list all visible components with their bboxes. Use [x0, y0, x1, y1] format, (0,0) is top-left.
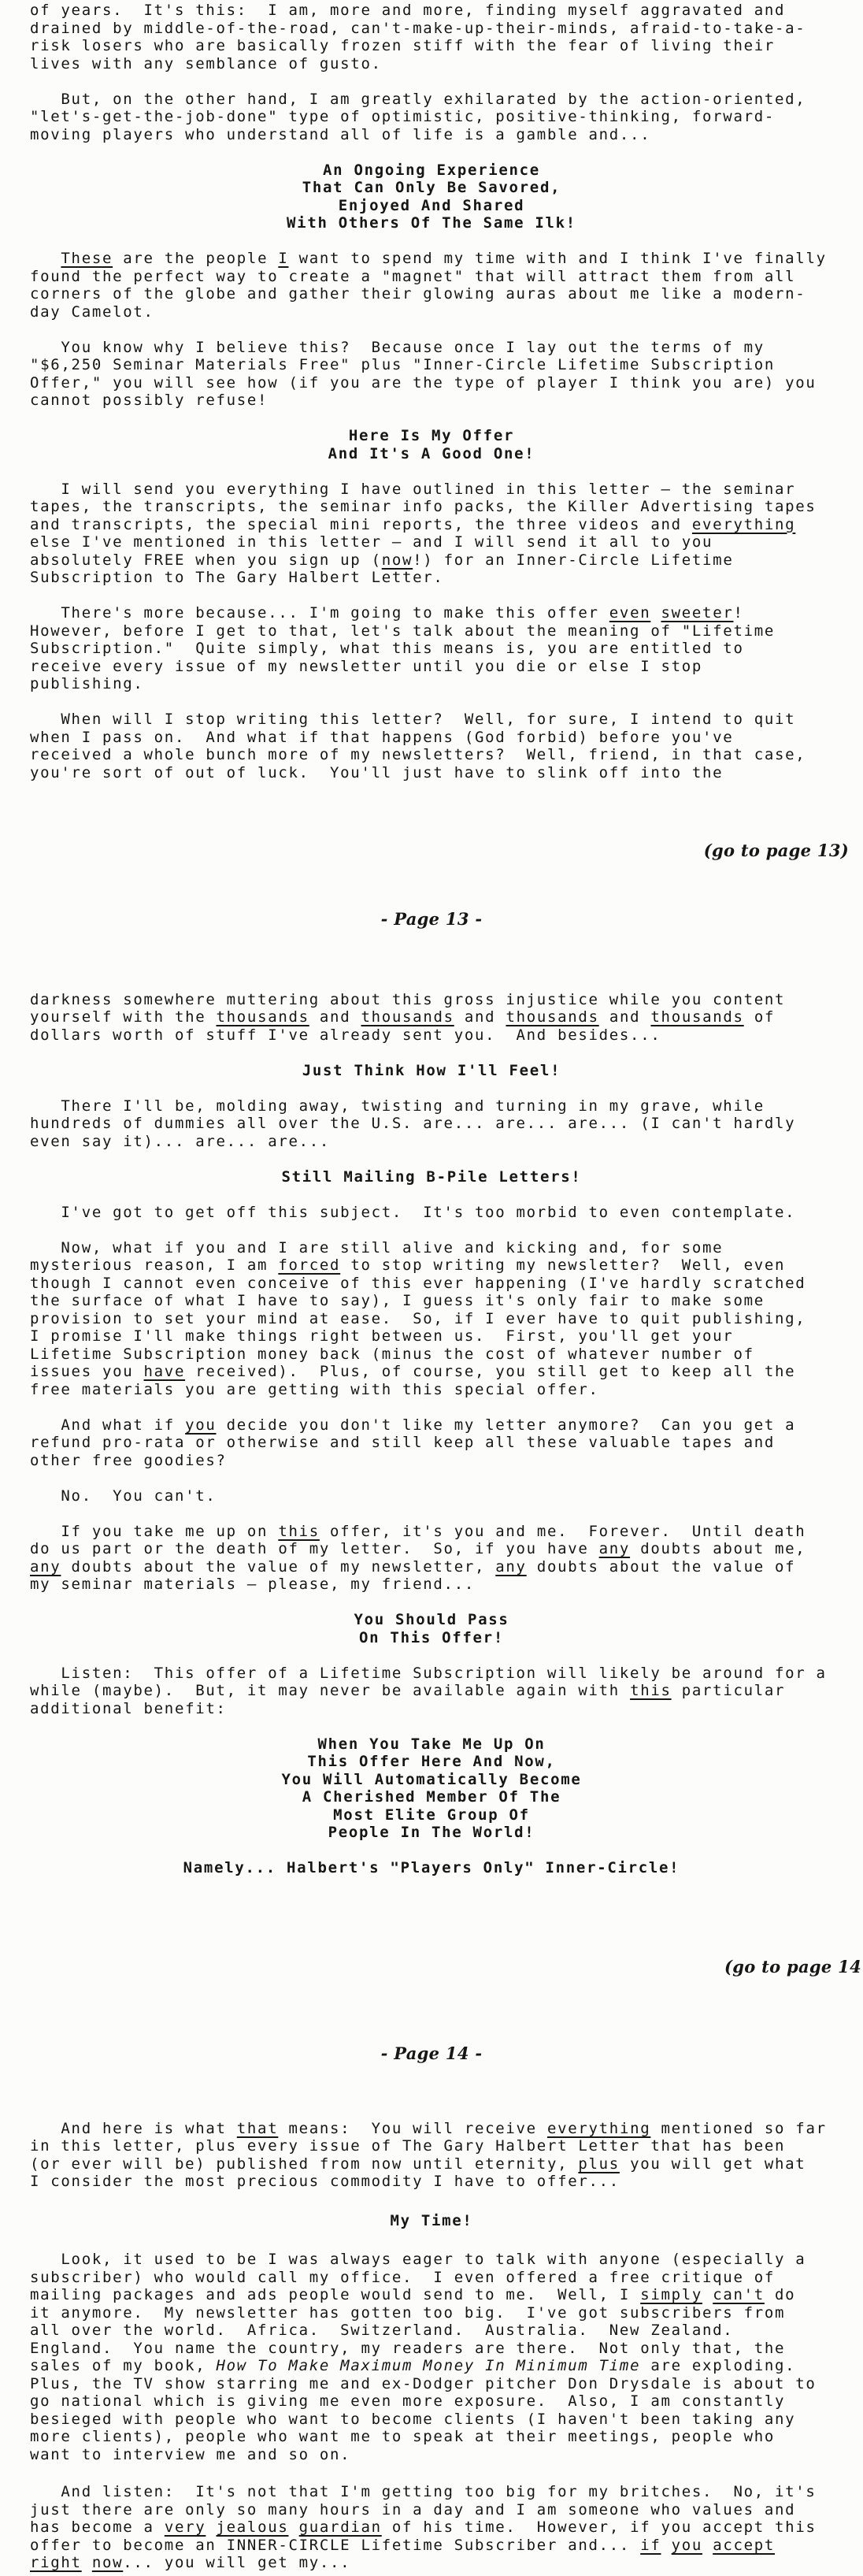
text-line: my seminar materials — please, my friend...: [30, 1576, 475, 1593]
section-heading: [30, 1168, 849, 1186]
text-line: in this letter, plus every issue of The Gary Halbert Letter that has been: [30, 2137, 786, 2155]
section-heading: [30, 161, 849, 232]
text-line: dollars worth of stuff I've already sent you. And besides...: [30, 1026, 661, 1044]
text-line: No. You can't.: [30, 1487, 217, 1505]
text-line: Here Is My Offer: [348, 427, 515, 444]
text-line: Namely... Halbert's "Players Only" Inner-Circle!: [183, 1859, 680, 1876]
text-line: Now, what if you and I are still alive and kicking and, for some: [30, 1238, 724, 1256]
text-line: right now... you will get my...: [30, 2554, 351, 2571]
text-line: and transcripts, the special mini reports, the three videos and everything: [30, 515, 796, 533]
text-line: Just Think How I'll Feel!: [302, 1061, 561, 1079]
text-line: provision to set your mind at ease. So, if I ever have to quit publishing,: [30, 1309, 806, 1327]
text-line: My Time!: [390, 2211, 473, 2229]
text-line: mailing packages and ads people would send to me. Well, I simply can't do: [30, 2286, 796, 2304]
text-line: go national which is giving me even more exposure. Also, I am constantly: [30, 2392, 786, 2411]
text-line: You know why I believe this? Because once I lay out the terms of my: [30, 338, 765, 356]
paragraph: [30, 2120, 849, 2191]
text-line: moving players who understand all of life is a gamble and...: [30, 125, 651, 143]
paragraph: [30, 1487, 849, 1505]
text-line: These are the people I want to spend my time with and I think I've finally: [61, 250, 827, 267]
text-line: You Will Automatically Become: [281, 1770, 582, 1788]
text-line: has become a very jealous guardian of his time. However, if you accept this: [30, 2518, 817, 2536]
text-line: "$6,250 Seminar Materials Free" plus "Inner-Circle Lifetime Subscription: [30, 356, 776, 373]
text-line: though I cannot even conceive of this ever happening (I've hardly scratched: [30, 1274, 806, 1292]
section-heading: [30, 2212, 849, 2230]
text-line: I will send you everything I have outlined in this letter — the seminar: [30, 480, 796, 498]
text-line: the surface of what I have to say), I guess it's only fair to make some: [30, 1292, 765, 1309]
text-line: (go to page 14: [724, 1957, 861, 1977]
text-line: drained by middle-of-the-road, can't-make-up-their-minds, afraid-to-take-a-: [30, 19, 806, 37]
section-heading: [30, 1611, 849, 1646]
text-line: when I pass on. And what if that happens (God forbid) before you've: [30, 728, 734, 746]
text-line: mysterious reason, I am forced to stop writing my newsletter? Well, even: [30, 1256, 786, 1274]
text-line: yourself with the thousands and thousands and thousands and thousands of: [30, 1008, 776, 1026]
text-line: A Cherished Member Of The: [302, 1788, 561, 1806]
text-line: I consider the most precious commodity I have to offer...: [30, 2173, 620, 2191]
text-line: while (maybe). But, it may never be available again with this particular: [30, 1682, 786, 1699]
text-line: Subscription." Quite simply, what this means is, you are entitled to: [30, 640, 744, 657]
text-line: I promise I'll make things right between us. First, you'll get your: [30, 1327, 734, 1345]
go-to-page-note: [30, 1958, 861, 1977]
text-line: (or ever will be) published from now until eternity, plus you will get what: [30, 2155, 806, 2173]
text-line: risk losers who are basically frozen stiff with the fear of living their: [30, 37, 776, 54]
text-line: I've got to get off this subject. It's too morbid to even contemplate.: [30, 1203, 796, 1221]
paragraph: [30, 2483, 849, 2572]
text-line: Still Mailing B-Pile Letters!: [281, 1167, 582, 1186]
text-line: lives with any semblance of gusto.: [30, 54, 382, 72]
text-line: besieged with people who want to become clients (I haven't been taking any: [30, 2410, 796, 2428]
text-line: of years. It's this: I am, more and more, finding myself aggravated and: [30, 2, 786, 19]
text-line: - Page 13 -: [380, 909, 483, 930]
text-line: all over the world. Africa. Switzerland. Australia. New Zealand.: [30, 2322, 734, 2340]
text-line: do us part or the death of my letter. So, if you have any doubts about me,: [30, 1540, 806, 1557]
section-heading: [30, 1062, 849, 1080]
paragraph: [30, 1097, 849, 1151]
text-line: There's more because... I'm going to make this offer even sweeter!: [30, 604, 744, 622]
text-line: And what if you decide you don't like my letter anymore? Can you get a: [30, 1416, 796, 1434]
paragraph: [30, 481, 849, 587]
text-line: And It's A Good One!: [328, 444, 535, 462]
paragraph: [30, 604, 849, 693]
section-heading: [30, 427, 849, 462]
text-line: corners of the globe and gather their glowing auras about me like a modern-: [30, 285, 806, 303]
paragraph: [30, 2, 849, 72]
text-line: On This Offer!: [359, 1628, 504, 1646]
text-line: That Can Only Be Savored,: [302, 179, 561, 196]
section-heading: [30, 1735, 849, 1842]
text-line: People In The World!: [328, 1824, 535, 1841]
paragraph: [30, 2251, 849, 2463]
text-line: There I'll be, molding away, twisting and turning in my grave, while: [30, 1097, 765, 1115]
text-line: Offer," you will see how (if you are the type of player I think you are) you: [30, 373, 817, 392]
text-line: - Page 14 -: [380, 2043, 483, 2064]
paragraph: [30, 1416, 849, 1470]
text-line: received a whole bunch more of my newsletters? Well, friend, in that case,: [30, 746, 806, 763]
text-line: However, before I get to that, let's talk about the meaning of "Lifetime: [30, 622, 776, 640]
text-line: But, on the other hand, I am greatly exhilarated by the action-oriented,: [30, 90, 806, 108]
text-line: you're sort of out of luck. You'll just have to slink off into the: [30, 763, 724, 781]
text-line: England. You name the country, my readers are there. Not only that, the: [30, 2339, 786, 2357]
text-line: This Offer Here And Now,: [307, 1753, 556, 1770]
text-line: Most Elite Group Of: [333, 1806, 530, 1824]
text-line: darkness somewhere muttering about this gross injustice while you content: [30, 990, 786, 1008]
text-line: Look, it used to be I was always eager to talk with anyone (especially a: [30, 2251, 806, 2269]
text-line: found the perfect way to create a "magnet" that will attract them from all: [30, 267, 796, 285]
text-line: You Should Pass: [354, 1611, 509, 1628]
text-line: publishing.: [30, 675, 144, 692]
paragraph: [30, 1239, 849, 1399]
text-line: free materials you are getting with this special offer.: [30, 1380, 599, 1398]
text-line: tapes, the transcripts, the seminar info packs, the Killer Advertising tapes: [30, 498, 817, 515]
paragraph: [30, 991, 849, 1045]
text-line: offer to become an INNER-CIRCLE Lifetime Subscriber and... if you accept: [30, 2536, 776, 2554]
text-line: Plus, the TV show starring me and ex-Dodger pitcher Don Drysdale is about to: [30, 2374, 817, 2392]
text-line: other free goodies?: [30, 1451, 227, 1469]
text-line: subscriber) who would call my office. I even offered a free critique of: [30, 2268, 776, 2286]
text-line: receive every issue of my newsletter until you die or else I stop: [30, 657, 703, 675]
text-line: issues you have received). Plus, of course, you still get to keep all the: [30, 1363, 796, 1380]
text-line: When will I stop writing this letter? Well, for sure, I intend to quit: [30, 711, 796, 728]
paragraph: [30, 1523, 849, 1594]
paragraph: [30, 339, 849, 410]
text-line: it anymore. My newsletter has gotten too big. I've got subscribers from: [30, 2303, 786, 2322]
text-line: Subscription to The Gary Halbert Letter.: [30, 569, 444, 586]
section-heading: [30, 1859, 849, 1877]
text-line: (go to page 13): [703, 840, 849, 860]
page-number-marker: [30, 911, 849, 929]
text-line: just there are only so many hours in a day and I am someone who values and: [30, 2500, 796, 2518]
text-line: sales of my book, How To Make Maximum Money In Minimum Time are exploding.: [30, 2357, 796, 2375]
text-line: Enjoyed And Shared: [338, 196, 525, 214]
text-line: Listen: This offer of a Lifetime Subscription will likely be around for a: [30, 1664, 827, 1682]
paragraph: [30, 711, 849, 781]
text-line: any doubts about the value of my newsletter, any doubts about the value of: [30, 1557, 796, 1576]
paragraph: [30, 91, 849, 144]
text-line: cannot possibly refuse!: [30, 392, 269, 409]
paragraph: [30, 1204, 849, 1222]
paragraph: [30, 1665, 849, 1718]
text-line: absolutely FREE when you sign up (now!) for an Inner-Circle Lifetime: [30, 551, 734, 569]
text-line: even say it)... are... are...: [30, 1132, 331, 1150]
text-line: "let's-get-the-job-done" type of optimistic, positive-thinking, forward-: [30, 108, 776, 125]
text-line: If you take me up on this offer, it's you and me. Forever. Until death: [30, 1522, 806, 1540]
text-line: hundreds of dummies all over the U.S. are... are... are... (I can't hardly: [30, 1115, 796, 1132]
text-line: want to interview me and so on.: [30, 2445, 351, 2463]
text-line: else I've mentioned in this letter — and I will send it all to you: [30, 533, 713, 551]
text-line: additional benefit:: [30, 1699, 227, 1717]
page-number-marker: [30, 2045, 849, 2063]
text-line: When You Take Me Up On: [317, 1735, 546, 1753]
go-to-page-note: [30, 842, 849, 860]
text-line: Lifetime Subscription money back (minus the cost of whatever number of: [30, 1345, 754, 1363]
paragraph: [30, 250, 849, 321]
text-line: more clients), people who want me to speak at their meetings, people who: [30, 2428, 776, 2446]
text-line: An Ongoing Experience: [323, 161, 540, 179]
text-line: And listen: It's not that I'm getting too big for my britches. No, it's: [30, 2483, 817, 2500]
text-line: And here is what that means: You will receive everything mentioned so far: [30, 2119, 827, 2137]
text-line: refund pro-rata or otherwise and still keep all these valuable tapes and: [30, 1434, 776, 1451]
text-line: With Others Of The Same Ilk!: [287, 214, 576, 232]
text-line: day Camelot.: [30, 303, 154, 321]
